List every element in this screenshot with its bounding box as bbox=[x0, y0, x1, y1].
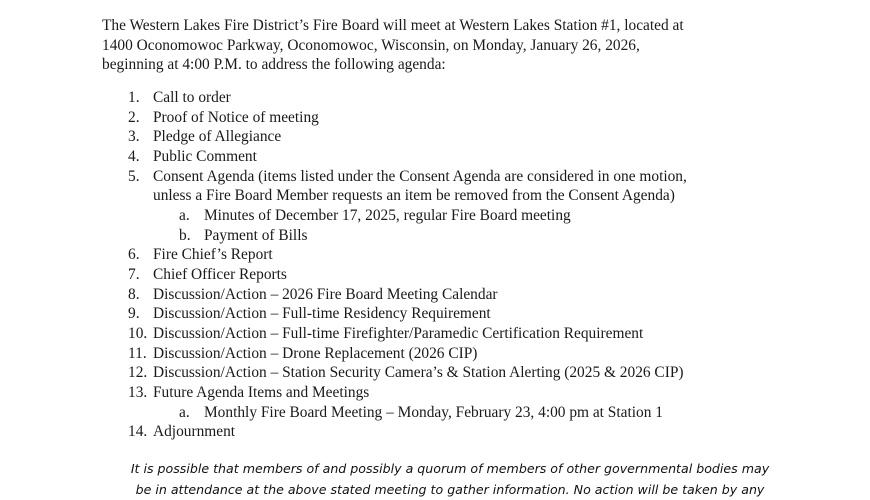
item-text: Discussion/Action – 2026 Fire Board Meeting Calendar bbox=[153, 285, 498, 303]
item-number: 12. bbox=[128, 364, 148, 382]
agenda-item bbox=[128, 383, 828, 403]
agenda-item bbox=[128, 304, 828, 324]
item-number: 6. bbox=[128, 246, 140, 264]
item-number: 14. bbox=[128, 423, 148, 441]
agenda-item bbox=[128, 363, 828, 383]
item-number: 5. bbox=[128, 167, 140, 185]
subitem-letter: a. bbox=[179, 403, 190, 421]
agenda-item bbox=[128, 127, 828, 147]
meeting-intro-paragraph bbox=[102, 16, 802, 75]
agenda-list bbox=[128, 88, 828, 442]
item-text-continuation: unless a Fire Board Member requests an item be removed from the Consent Agenda) bbox=[153, 187, 675, 205]
item-text: Discussion/Action – Drone Replacement (2026 CIP) bbox=[153, 344, 478, 362]
item-text: Discussion/Action – Full-time Residency Requirement bbox=[153, 305, 491, 323]
item-number: 9. bbox=[128, 305, 140, 323]
agenda-subitem bbox=[128, 206, 828, 226]
item-number: 13. bbox=[128, 383, 148, 401]
subitem-letter: a. bbox=[179, 206, 190, 224]
agenda-item bbox=[128, 245, 828, 265]
agenda-item bbox=[128, 285, 828, 305]
agenda-subitem bbox=[128, 403, 828, 423]
item-text: Call to order bbox=[153, 89, 231, 106]
intro-line: The Western Lakes Fire District’s Fire Board will meet at Western Lakes Station #1, located at bbox=[102, 17, 684, 34]
agenda-subitem bbox=[128, 226, 828, 246]
agenda-item bbox=[128, 147, 828, 167]
agenda-item bbox=[128, 324, 828, 344]
intro-line: beginning at 4:00 P.M. to address the following agenda: bbox=[102, 56, 446, 74]
item-number: 1. bbox=[128, 89, 140, 106]
item-text: Adjournment bbox=[153, 423, 236, 441]
agenda-item bbox=[128, 108, 828, 128]
item-text: Pledge of Allegiance bbox=[153, 128, 282, 146]
notice-line: It is possible that members of and possibly a quorum of members of other governmental bodies may bbox=[130, 461, 770, 476]
agenda-item bbox=[128, 265, 828, 285]
agenda-item bbox=[128, 422, 828, 442]
item-number: 11. bbox=[128, 344, 147, 362]
item-number: 4. bbox=[128, 147, 140, 165]
item-number: 3. bbox=[128, 128, 140, 146]
item-text: Future Agenda Items and Meetings bbox=[153, 383, 370, 401]
notice-line: be in attendance at the above stated meeting to gather information. No action will be taken by any bbox=[135, 482, 765, 497]
item-number: 7. bbox=[128, 265, 140, 283]
agenda-item bbox=[128, 167, 828, 187]
subitem-letter: b. bbox=[179, 226, 191, 244]
item-number: 2. bbox=[128, 108, 140, 126]
item-number: 10. bbox=[128, 324, 148, 342]
item-text: Consent Agenda (items listed under the Consent Agenda are considered in one motion, bbox=[153, 167, 687, 185]
item-text: Chief Officer Reports bbox=[153, 265, 287, 283]
item-number: 8. bbox=[128, 285, 140, 303]
agenda-item bbox=[128, 88, 828, 108]
item-text: Discussion/Action – Station Security Camera’s & Station Alerting (2025 & 2026 CIP) bbox=[153, 364, 684, 382]
quorum-notice bbox=[100, 458, 800, 500]
agenda-item bbox=[128, 344, 828, 364]
item-text: Discussion/Action – Full-time Firefighter/Paramedic Certification Requirement bbox=[153, 324, 644, 342]
item-text: Public Comment bbox=[153, 147, 257, 165]
intro-line: 1400 Oconomowoc Parkway, Oconomowoc, Wisconsin, on Monday, January 26, 2026, bbox=[102, 36, 640, 54]
item-text: Proof of Notice of meeting bbox=[153, 108, 319, 126]
subitem-text: Minutes of December 17, 2025, regular Fire Board meeting bbox=[204, 206, 571, 224]
item-text: Fire Chief’s Report bbox=[153, 246, 273, 264]
subitem-text: Payment of Bills bbox=[204, 226, 308, 244]
subitem-text: Monthly Fire Board Meeting – Monday, February 23, 4:00 pm at Station 1 bbox=[204, 403, 663, 421]
